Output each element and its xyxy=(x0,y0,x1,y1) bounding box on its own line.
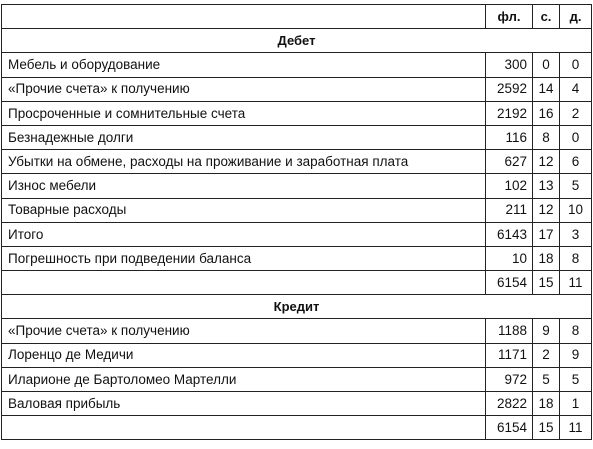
row-florins: 627 xyxy=(486,150,533,174)
row-denari: 5 xyxy=(560,367,592,391)
row-denari: 10 xyxy=(560,198,592,222)
row-soldi: 18 xyxy=(533,392,560,416)
row-denari: 0 xyxy=(560,53,592,77)
row-denari: 9 xyxy=(560,343,592,367)
debit-row xyxy=(2,271,592,295)
row-description xyxy=(2,416,486,440)
header-florins: фл. xyxy=(486,5,533,29)
row-denari: 1 xyxy=(560,392,592,416)
debit-row xyxy=(2,222,592,246)
row-denari: 8 xyxy=(560,246,592,270)
row-florins: 10 xyxy=(486,246,533,270)
header-description-cell xyxy=(2,5,486,29)
row-soldi: 16 xyxy=(533,101,560,125)
row-denari: 11 xyxy=(560,416,592,440)
row-description: Безнадежные долги xyxy=(2,125,486,149)
credit-row xyxy=(2,319,592,343)
row-soldi: 18 xyxy=(533,246,560,270)
header-denari: д. xyxy=(560,5,592,29)
row-description: Просроченные и сомнительные счета xyxy=(2,101,486,125)
header-soldi: с. xyxy=(533,5,560,29)
debit-section-header xyxy=(2,29,592,53)
row-soldi: 5 xyxy=(533,367,560,391)
row-denari: 8 xyxy=(560,319,592,343)
row-florins: 2592 xyxy=(486,77,533,101)
row-soldi: 15 xyxy=(533,416,560,440)
credit-row xyxy=(2,367,592,391)
row-florins: 1188 xyxy=(486,319,533,343)
row-florins: 6154 xyxy=(486,416,533,440)
credit-section-title: Кредит xyxy=(2,295,592,319)
row-description: Товарные расходы xyxy=(2,198,486,222)
debit-row xyxy=(2,53,592,77)
row-florins: 6154 xyxy=(486,271,533,295)
row-soldi: 9 xyxy=(533,319,560,343)
row-denari: 4 xyxy=(560,77,592,101)
row-denari: 3 xyxy=(560,222,592,246)
row-denari: 6 xyxy=(560,150,592,174)
debit-row xyxy=(2,174,592,198)
ledger-body xyxy=(2,29,592,440)
row-florins: 2822 xyxy=(486,392,533,416)
row-florins: 300 xyxy=(486,53,533,77)
debit-row xyxy=(2,150,592,174)
row-description: Износ мебели xyxy=(2,174,486,198)
row-soldi: 2 xyxy=(533,343,560,367)
row-soldi: 12 xyxy=(533,150,560,174)
header-row xyxy=(2,5,592,29)
credit-section-header xyxy=(2,295,592,319)
row-florins: 116 xyxy=(486,125,533,149)
row-description: Итого xyxy=(2,222,486,246)
credit-row xyxy=(2,343,592,367)
row-denari: 5 xyxy=(560,174,592,198)
debit-row xyxy=(2,198,592,222)
row-florins: 972 xyxy=(486,367,533,391)
row-description: «Прочие счета» к получению xyxy=(2,77,486,101)
debit-row xyxy=(2,101,592,125)
row-florins: 6143 xyxy=(486,222,533,246)
debit-section-title: Дебет xyxy=(2,29,592,53)
debit-row xyxy=(2,246,592,270)
row-soldi: 14 xyxy=(533,77,560,101)
credit-row xyxy=(2,392,592,416)
row-soldi: 8 xyxy=(533,125,560,149)
row-description: Иларионе де Бартоломео Мартелли xyxy=(2,367,486,391)
row-soldi: 0 xyxy=(533,53,560,77)
row-description: Валовая прибыль xyxy=(2,392,486,416)
row-description: «Прочие счета» к получению xyxy=(2,319,486,343)
credit-row xyxy=(2,416,592,440)
row-description: Мебель и оборудование xyxy=(2,53,486,77)
row-denari: 0 xyxy=(560,125,592,149)
row-soldi: 13 xyxy=(533,174,560,198)
row-description xyxy=(2,271,486,295)
row-description: Лоренцо де Медичи xyxy=(2,343,486,367)
row-florins: 1171 xyxy=(486,343,533,367)
row-soldi: 15 xyxy=(533,271,560,295)
row-florins: 211 xyxy=(486,198,533,222)
row-florins: 2192 xyxy=(486,101,533,125)
row-denari: 11 xyxy=(560,271,592,295)
row-soldi: 12 xyxy=(533,198,560,222)
row-description: Погрешность при подведении баланса xyxy=(2,246,486,270)
debit-row xyxy=(2,125,592,149)
row-soldi: 17 xyxy=(533,222,560,246)
row-description: Убытки на обмене, расходы на проживание и заработная плата xyxy=(2,150,486,174)
row-florins: 102 xyxy=(486,174,533,198)
ledger-table xyxy=(1,4,592,440)
row-denari: 2 xyxy=(560,101,592,125)
debit-row xyxy=(2,77,592,101)
